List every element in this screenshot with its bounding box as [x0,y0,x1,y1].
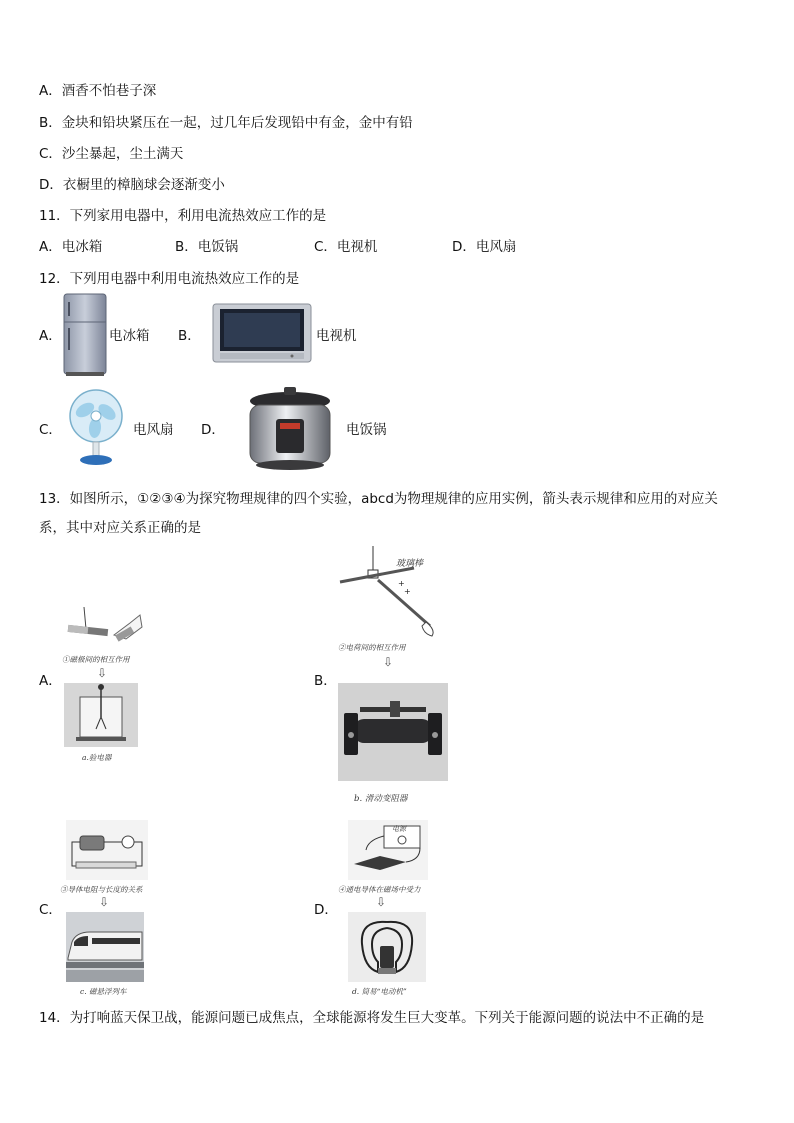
q11-option-d: D．电风扇 [452,239,517,255]
q13-b-down-arrow: ⇩ [383,655,394,669]
q12-option-d-text: 电饭锅 [346,422,387,438]
q13-b-top-caption: ②电荷间的相互作用 [338,643,406,652]
q12-stem: 12．下列用电器中利用电流热效应工作的是 [39,271,300,287]
q13-c-down-arrow: ⇩ [99,895,110,909]
q13-a-top-caption: ①磁极间的相互作用 [62,655,130,664]
q10-option-c: C．沙尘暴起，尘土满天 [39,146,184,162]
q13-stem-line1: 13．如图所示，①②③④为探究物理规律的四个实验，abcd为物理规律的应用实例，箭头表示规律和应用的对应关 [39,491,718,507]
q10-option-d: D．衣橱里的樟脑球会逐渐变小 [39,177,225,193]
q10-option-b: B．金块和铅块紧压在一起，过几年后发现铅中有金，金中有铅 [39,115,413,131]
q13-option-a-letter: A． [39,673,62,689]
simple-motor-image [348,912,426,982]
q13-option-b-letter: B． [314,673,337,689]
q13-stem-line2: 系，其中对应关系正确的是 [39,520,201,536]
q12-option-a-letter: A． [39,328,62,344]
rheostat-image [338,683,448,781]
q13-d-top-caption: ④通电导体在磁场中受力 [338,885,421,894]
q12-option-a-text: 电冰箱 [109,328,150,344]
svg-text:+: + [398,579,405,588]
q13-b-bottom-caption: b. 滑动变阻器 [354,794,408,804]
q12-option-b-letter: B． [178,328,201,344]
q13-option-d-letter: D． [314,902,338,918]
q11-option-b: B．电饭锅 [175,239,239,255]
q13-c-bottom-caption: c. 磁悬浮列车 [80,987,127,996]
magnet-experiment-image [64,605,144,651]
q13-d-power-label: 电源 [392,825,406,833]
q13-option-c-letter: C． [39,902,62,918]
television-image [212,303,312,365]
electroscope-image [64,683,138,747]
glass-rod-experiment-image [338,546,448,638]
electric-fan-image [63,388,129,468]
svg-text:+: + [404,587,411,596]
q13-d-bottom-caption: d. 简易“电动机” [352,987,407,996]
refrigerator-image [60,292,110,378]
resistance-length-experiment-image [66,820,148,880]
q11-option-a: A．电冰箱 [39,239,103,255]
q13-c-top-caption: ③导体电阻与长度的关系 [60,885,143,894]
maglev-train-image [66,912,144,982]
q12-option-b-text: 电视机 [316,328,357,344]
q14-stem: 14．为打响蓝天保卫战，能源问题已成焦点，全球能源将发生巨大变革。下列关于能源问题的说法中不正确的是 [39,1010,705,1026]
q11-option-c: C．电视机 [314,239,378,255]
q13-a-bottom-caption: a.验电器 [82,753,112,762]
q10-option-a: A．酒香不怕巷子深 [39,83,157,99]
current-in-magnetic-field-experiment-image [348,820,428,880]
q11-stem: 11．下列家用电器中，利用电流热效应工作的是 [39,208,327,224]
rice-cooker-image [240,385,340,473]
q12-option-d-letter: D． [201,422,225,438]
q13-a-down-arrow: ⇩ [97,666,108,680]
q12-option-c-text: 电风扇 [133,422,174,438]
q13-b-rod-label: 玻璃棒 [396,559,424,569]
q12-option-c-letter: C． [39,422,62,438]
q13-d-down-arrow: ⇩ [376,895,387,909]
